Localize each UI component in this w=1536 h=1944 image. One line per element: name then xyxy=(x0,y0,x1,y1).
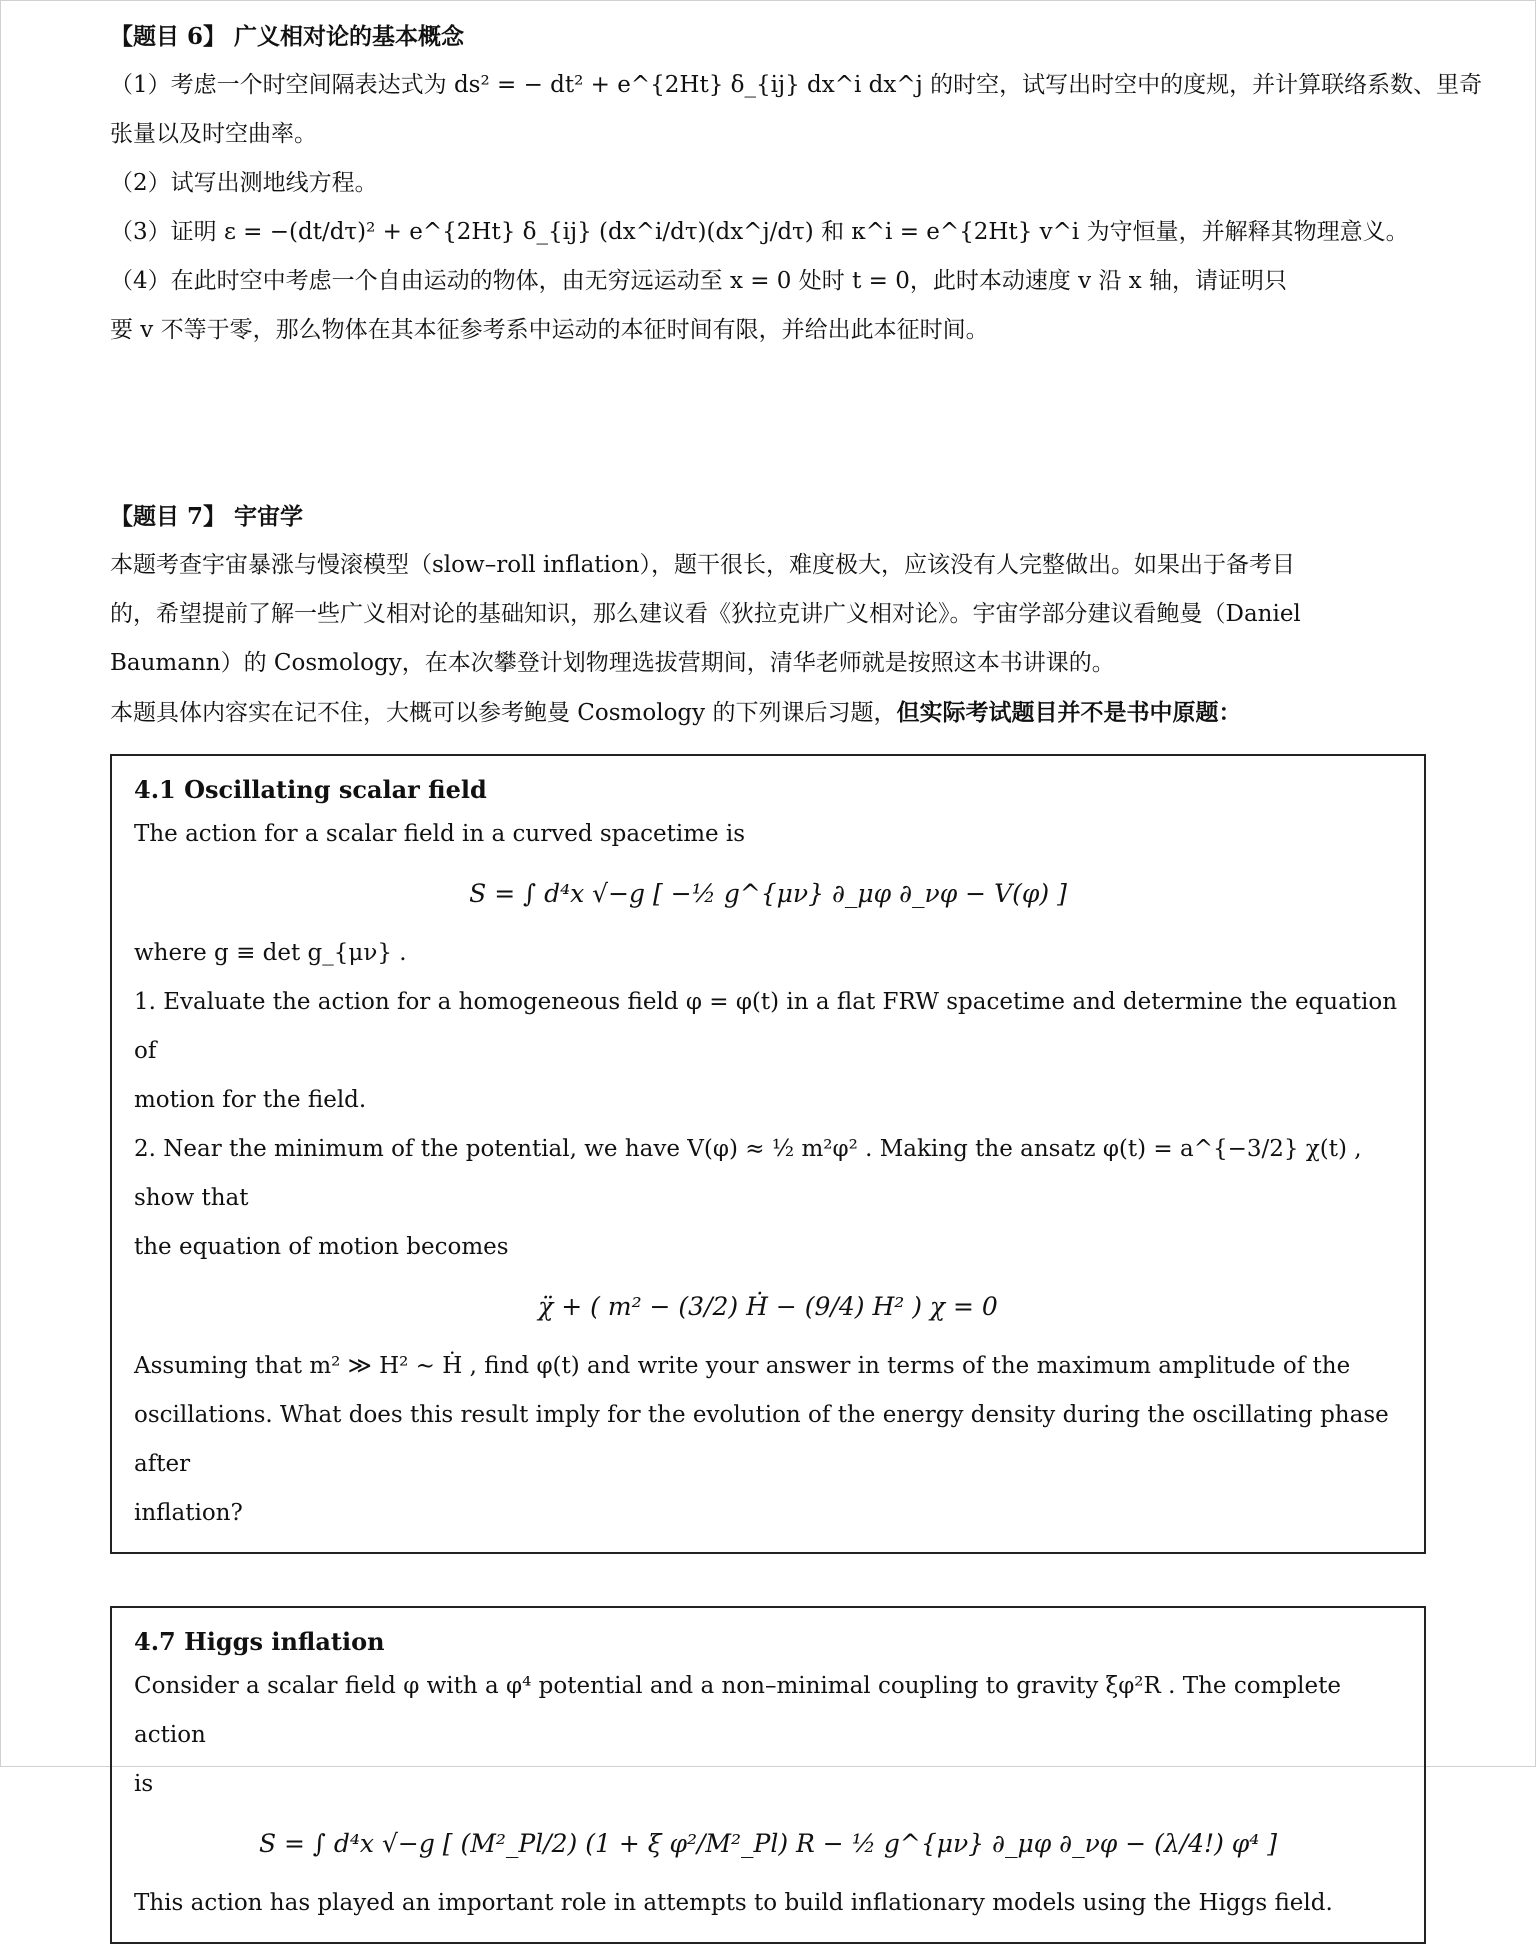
exercise-4-1-line2: where g ≡ det g_{μν} . xyxy=(134,940,407,966)
exercise-4-7-line3: This action has played an important role in attempts to build inflationary models using the Higgs field. xyxy=(134,1890,1333,1916)
exercise-4-1-equation-action: S = ∫ d⁴x √−g [ −½ g^{μν} ∂_μφ ∂_νφ − V(φ) ] xyxy=(469,879,1067,908)
q7-intro-line4-b: 但实际考试题目并不是书中原题： xyxy=(896,699,1242,726)
q7-intro-line1: 本题考查宇宙暴涨与慢滚模型（slow–roll inflation），题干很长，难度极大，应该没有人完整做出。如果出于备考目 xyxy=(110,552,1296,578)
exercise-4-7-equation-action: S = ∫ d⁴x √−g [ (M²_Pl/2) (1 + ξ φ²/M²_Pl) R − ½ g^{μν} ∂_μφ ∂_νφ − (λ/4!) φ⁴ ] xyxy=(258,1829,1278,1858)
exercise-4-1-title: 4.1 Oscillating scalar field xyxy=(134,775,487,804)
exercise-4-1-equation-motion: χ̈ + ( m² − (3/2) Ḣ − (9/4) H² ) χ = 0 xyxy=(538,1292,998,1321)
exercise-4-1-line3: 1. Evaluate the action for a homogeneous field φ = φ(t) in a flat FRW spacetime and determine the equation of xyxy=(134,989,1398,1064)
exercise-4-1-line9: inflation? xyxy=(134,1500,243,1526)
q6-heading: 【题目 6】 广义相对论的基本概念 xyxy=(110,23,465,50)
document-page xyxy=(110,12,1483,1944)
q6-part1: （1）考虑一个时空间隔表达式为 ds² = − dt² + e^{2Ht} δ_{ij} dx^i dx^j 的时空，试写出时空中的度规，并计算联络系数、里奇 xyxy=(110,72,1483,98)
exercise-4-1-line8: oscillations. What does this result imply for the evolution of the energy density during the oscillating phase after xyxy=(134,1402,1389,1477)
q7-intro-line4-a: 本题具体内容实在记不住，大概可以参考鲍曼 Cosmology 的下列课后习题， xyxy=(110,700,897,726)
exercise-4-1-box xyxy=(110,754,1426,1554)
exercise-4-1-line5: 2. Near the minimum of the potential, we have V(φ) ≈ ½ m²φ² . Making the ansatz φ(t) = a^{−3/2} χ(t) , show that xyxy=(134,1136,1362,1211)
q6-part4: （4）在此时空中考虑一个自由运动的物体，由无穷远运动至 x = 0 处时 t = 0，此时本动速度 v 沿 x 轴，请证明只 xyxy=(110,268,1288,294)
q6-part4-cont: 要 v 不等于零，那么物体在其本征参考系中运动的本征时间有限，并给出此本征时间。 xyxy=(110,317,989,343)
q6-part2: （2）试写出测地线方程。 xyxy=(110,170,378,196)
q6-part1-cont: 张量以及时空曲率。 xyxy=(110,121,317,147)
exercise-4-7-box xyxy=(110,1606,1426,1944)
exercise-4-1-line6: the equation of motion becomes xyxy=(134,1234,509,1260)
q7-intro-line2: 的，希望提前了解一些广义相对论的基础知识，那么建议看《狄拉克讲广义相对论》。宇宙学部分建议看鲍曼（Daniel xyxy=(110,601,1301,627)
exercise-4-7-line2: is xyxy=(134,1771,154,1797)
q7-intro-line4 xyxy=(110,688,1426,738)
q7-intro-line3: Baumann）的 Cosmology，在本次攀登计划物理选拔营期间，清华老师就是按照这本书讲课的。 xyxy=(110,650,1115,676)
exercise-4-1-line7: Assuming that m² ≫ H² ∼ Ḣ , find φ(t) and write your answer in terms of the maximum amplitude of the xyxy=(134,1353,1351,1379)
q6-part3: （3）证明 ε = −(dt/dτ)² + e^{2Ht} δ_{ij} (dx^i/dτ)(dx^j/dτ) 和 κ^i = e^{2Ht} v^i 为守恒量，并解释其物理意义。 xyxy=(110,219,1409,245)
exercise-4-7-line1: Consider a scalar field φ with a φ⁴ potential and a non–minimal coupling to gravity ξφ²R . The complete action xyxy=(134,1673,1341,1748)
exercise-4-1-line4: motion for the field. xyxy=(134,1087,367,1113)
q7-heading: 【题目 7】 宇宙学 xyxy=(110,503,304,530)
exercise-4-1-line1: The action for a scalar field in a curved spacetime is xyxy=(134,821,746,847)
exercise-4-7-title: 4.7 Higgs inflation xyxy=(134,1627,385,1656)
